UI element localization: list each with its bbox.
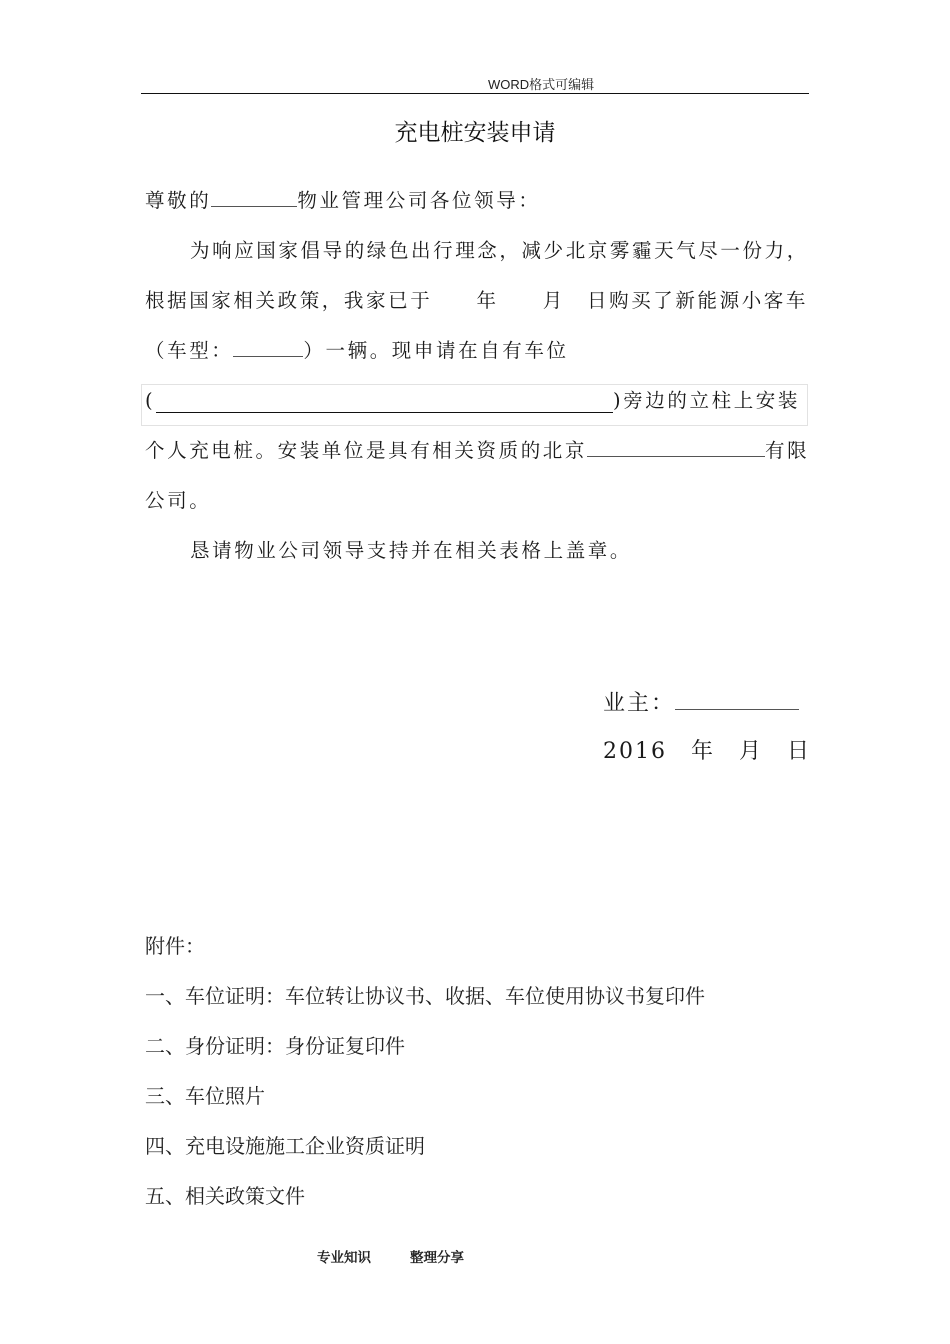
- paragraph1-line1: 为响应国家倡导的绿色出行理念，减少北京雾霾天气尽一份力，: [190, 239, 809, 262]
- attachment-item: 一、车位证明：车位转让协议书、收据、车位使用协议书复印件: [145, 984, 705, 1008]
- attachment-item: 三、车位照片: [145, 1084, 265, 1108]
- attachment-item: 五、相关政策文件: [145, 1184, 305, 1208]
- salutation-prefix: 尊敬的: [145, 189, 212, 212]
- vehicle-model-prefix: （车型：: [145, 339, 234, 362]
- header-note: WORD格式可编辑: [488, 77, 595, 92]
- salutation-line: [145, 188, 540, 214]
- parking-spot-blank: [156, 412, 613, 413]
- paragraph1-line3: [145, 338, 569, 364]
- document-title: 充电桩安装申请: [394, 120, 556, 146]
- salutation-suffix: 物业管理公司各位领导：: [297, 189, 541, 212]
- signature-date: 2016 年 月 日: [603, 739, 811, 764]
- vehicle-model-suffix: ）一辆。现申请在自有车位: [303, 339, 569, 362]
- installer-company-blank: [587, 440, 765, 457]
- parking-spot-open-paren: (: [145, 389, 156, 412]
- footer-right: 整理分享: [410, 1250, 464, 1266]
- installer-prefix: 个人充电桩。安装单位是具有相关资质的北京: [145, 439, 588, 462]
- header-rule: [141, 93, 809, 94]
- attachment-item: 四、充电设施施工企业资质证明: [145, 1134, 425, 1158]
- parking-spot-suffix: )旁边的立柱上安装: [613, 389, 801, 412]
- paragraph1-line5: [145, 438, 809, 464]
- property-company-blank: [211, 190, 297, 207]
- paragraph1-line2: 根据国家相关政策，我家已于 年 月 日购买了新能源小客车: [145, 289, 809, 312]
- paragraph1-line4: [145, 388, 155, 414]
- paragraph1-line6: 公司。: [145, 489, 212, 512]
- owner-signature-blank: [675, 691, 799, 710]
- installer-suffix: 有限: [765, 439, 810, 462]
- paragraph2: 恳请物业公司领导支持并在相关表格上盖章。: [190, 539, 633, 562]
- attachment-item: 二、身份证明：身份证复印件: [145, 1034, 405, 1058]
- owner-label: 业主：: [603, 691, 676, 716]
- footer-left: 专业知识: [317, 1250, 371, 1266]
- owner-signature-line: [603, 686, 799, 717]
- vehicle-model-blank: [233, 340, 303, 357]
- attachments-heading: 附件：: [145, 934, 205, 958]
